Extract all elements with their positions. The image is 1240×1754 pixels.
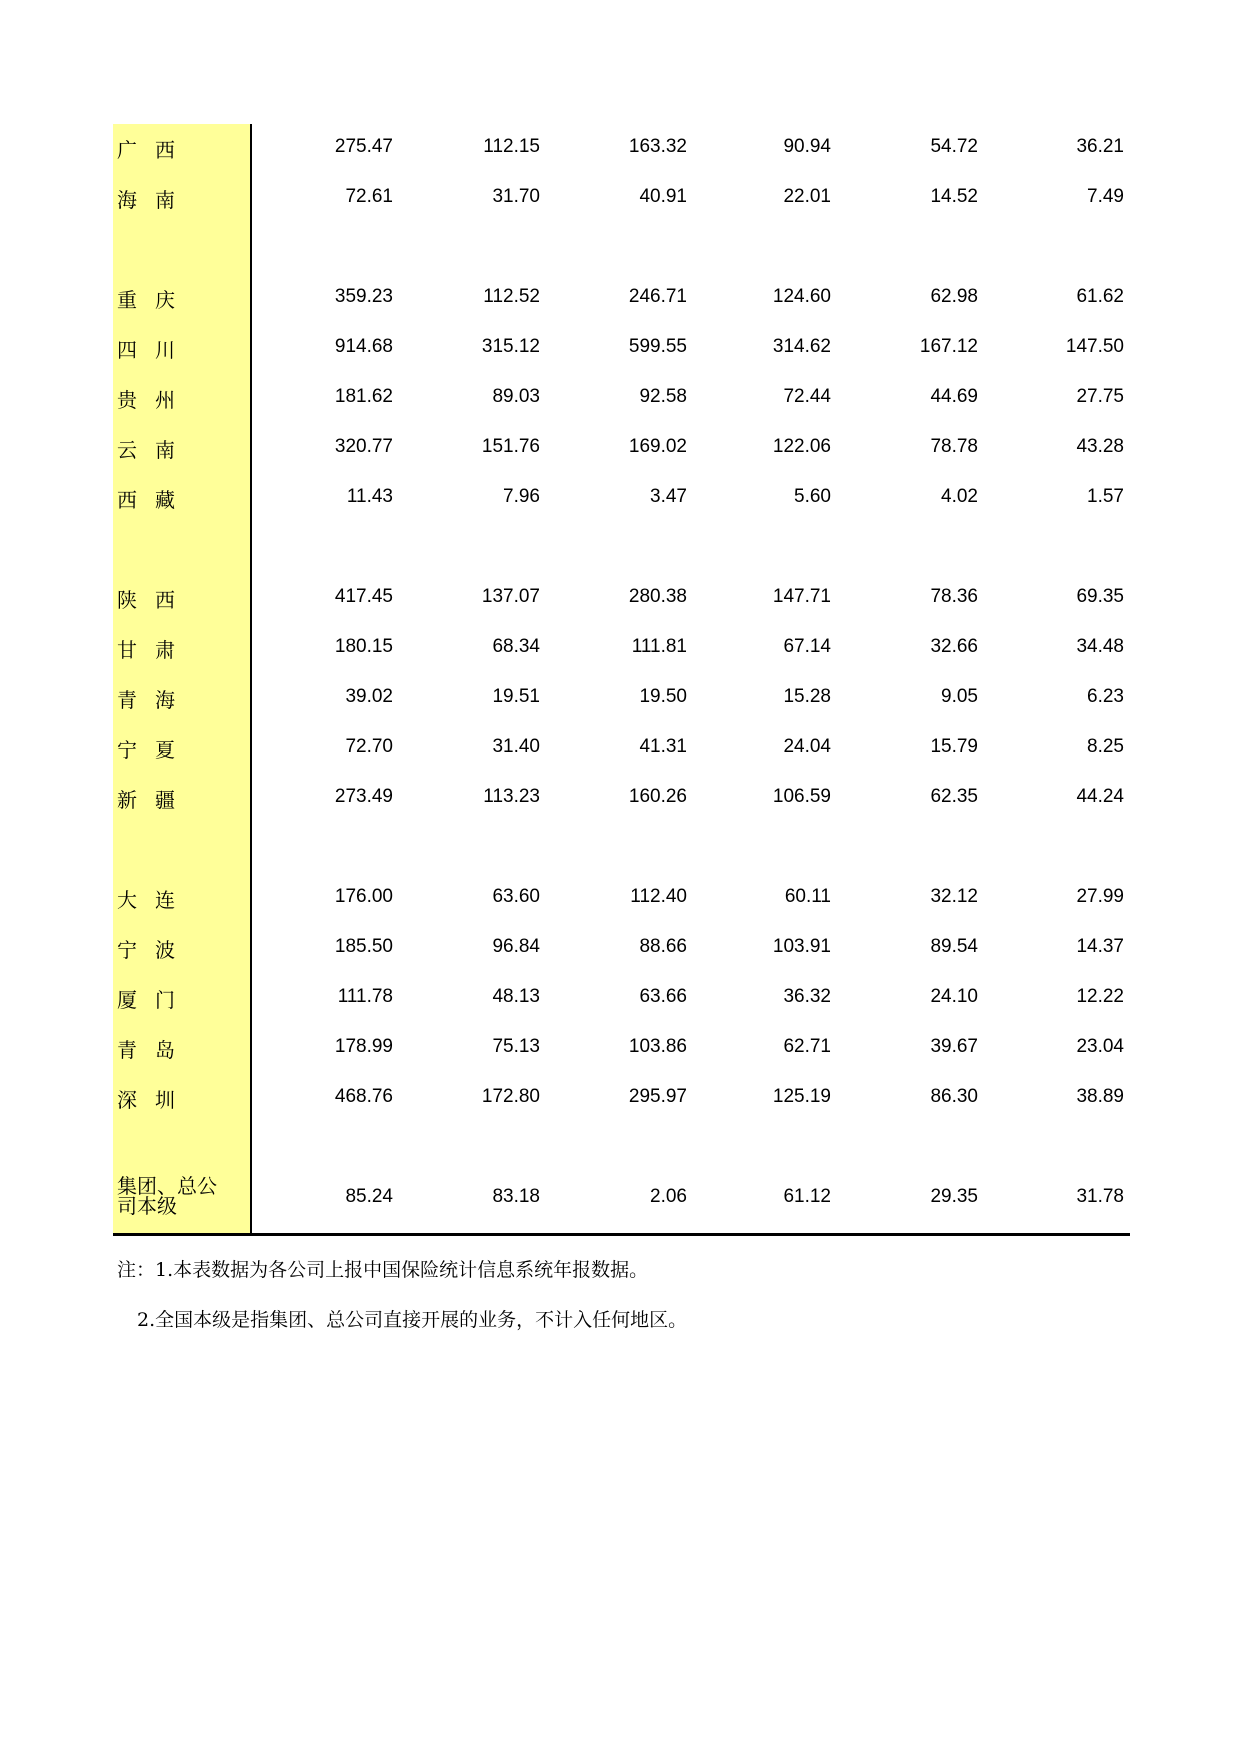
value-cell: 169.02 [628,436,687,457]
value-cell: 92.58 [639,386,687,407]
spacer-row [113,224,1130,274]
table-row [113,174,1130,224]
value-cell: 75.13 [492,1036,540,1057]
value-cell: 62.35 [930,786,978,807]
value-cell: 27.99 [1076,886,1124,907]
value-cell: 63.60 [492,886,540,907]
region-label: 厦门 [117,988,193,1012]
value-cell: 112.52 [483,286,540,307]
region-label: 贵州 [117,388,193,412]
value-cell: 4.02 [941,486,978,507]
value-cell: 320.77 [334,436,393,457]
total-value-cell: 29.35 [930,1186,978,1207]
table-row [113,1074,1130,1124]
value-cell: 11.43 [346,486,393,507]
value-cell: 36.32 [783,986,831,1007]
region-label: 新疆 [117,788,193,812]
table-row [113,724,1130,774]
table-row [113,874,1130,924]
value-cell: 8.25 [1087,736,1124,757]
value-cell: 1.57 [1087,486,1124,507]
value-cell: 275.47 [334,136,393,157]
value-cell: 5.60 [794,486,831,507]
value-cell: 163.32 [628,136,687,157]
value-cell: 178.99 [334,1036,393,1057]
table-row [113,574,1130,624]
total-label: 集团、总公司本级 [117,1174,217,1218]
value-cell: 125.19 [772,1086,831,1107]
value-cell: 22.01 [783,186,831,207]
value-cell: 172.80 [481,1086,540,1107]
value-cell: 68.34 [492,636,540,657]
value-cell: 315.12 [481,336,540,357]
value-cell: 599.55 [628,336,687,357]
value-cell: 31.70 [492,186,540,207]
note-2: 2.全国本级是指集团、总公司直接开展的业务，不计入任何地区。 [137,1309,688,1331]
value-cell: 14.52 [930,186,978,207]
total-value-cell: 2.06 [650,1186,687,1207]
value-cell: 78.36 [930,586,978,607]
value-cell: 88.66 [639,936,687,957]
table-row [113,274,1130,324]
value-cell: 89.54 [930,936,978,957]
value-cell: 19.50 [639,686,687,707]
value-cell: 246.71 [628,286,687,307]
notes [117,1258,687,1358]
value-cell: 72.61 [345,186,393,207]
value-cell: 280.38 [628,586,687,607]
value-cell: 147.71 [772,586,831,607]
value-cell: 89.03 [492,386,540,407]
value-cell: 111.78 [337,986,393,1007]
region-label: 重庆 [117,288,193,312]
value-cell: 147.50 [1065,336,1124,357]
value-cell: 914.68 [334,336,393,357]
data-table [113,124,1130,1234]
value-cell: 43.28 [1076,436,1124,457]
region-label: 青海 [117,688,193,712]
region-label: 陕西 [117,588,193,612]
region-label: 宁波 [117,938,193,962]
value-cell: 27.75 [1076,386,1124,407]
value-cell: 39.67 [930,1036,978,1057]
value-cell: 112.15 [483,136,540,157]
region-label: 深圳 [117,1088,193,1112]
total-value-cell: 83.18 [492,1186,540,1207]
region-label: 甘肃 [117,638,193,662]
value-cell: 62.98 [930,286,978,307]
value-cell: 185.50 [334,936,393,957]
value-cell: 6.23 [1087,686,1124,707]
region-label: 四川 [117,338,193,362]
total-value-cell: 61.12 [783,1186,831,1207]
value-cell: 15.28 [783,686,831,707]
region-label: 青岛 [117,1038,193,1062]
value-cell: 137.07 [481,586,540,607]
value-cell: 113.23 [483,786,540,807]
value-cell: 3.47 [650,486,687,507]
value-cell: 24.10 [930,986,978,1007]
region-label: 广西 [117,138,193,162]
table-row [113,974,1130,1024]
value-cell: 111.81 [631,636,687,657]
value-cell: 314.62 [772,336,831,357]
spacer-row [113,824,1130,874]
value-cell: 359.23 [334,286,393,307]
region-label: 西藏 [117,488,193,512]
region-label: 海南 [117,188,193,212]
value-cell: 36.21 [1076,136,1124,157]
table-row [113,774,1130,824]
value-cell: 69.35 [1076,586,1124,607]
table-row [113,324,1130,374]
value-cell: 181.62 [334,386,393,407]
value-cell: 468.76 [334,1086,393,1107]
value-cell: 24.04 [783,736,831,757]
value-cell: 273.49 [334,786,393,807]
value-cell: 12.22 [1076,986,1124,1007]
value-cell: 40.91 [639,186,687,207]
table-row [113,424,1130,474]
value-cell: 417.45 [334,586,393,607]
value-cell: 176.00 [334,886,393,907]
value-cell: 180.15 [334,636,393,657]
value-cell: 72.44 [783,386,831,407]
value-cell: 78.78 [930,436,978,457]
table-row [113,924,1130,974]
total-value-cell: 31.78 [1076,1186,1124,1207]
value-cell: 19.51 [492,686,540,707]
value-cell: 96.84 [492,936,540,957]
value-cell: 62.71 [783,1036,831,1057]
value-cell: 41.31 [639,736,687,757]
value-cell: 31.40 [492,736,540,757]
value-cell: 14.37 [1076,936,1124,957]
spacer-row [113,524,1130,574]
value-cell: 124.60 [772,286,831,307]
table-row [113,474,1130,524]
value-cell: 23.04 [1076,1036,1124,1057]
value-cell: 167.12 [919,336,978,357]
table-row [113,624,1130,674]
value-cell: 67.14 [783,636,831,657]
note-1: 注：1.本表数据为各公司上报中国保险统计信息系统年报数据。 [117,1259,649,1281]
value-cell: 90.94 [783,136,831,157]
value-cell: 9.05 [941,686,978,707]
value-cell: 122.06 [772,436,831,457]
value-cell: 38.89 [1076,1086,1124,1107]
table-row [113,674,1130,724]
value-cell: 7.49 [1087,186,1124,207]
value-cell: 103.91 [772,936,831,957]
value-cell: 295.97 [628,1086,687,1107]
value-cell: 72.70 [345,736,393,757]
table-row [113,374,1130,424]
table-row [113,124,1130,174]
table-bottom-rule [113,1233,1130,1236]
region-label: 宁夏 [117,738,193,762]
value-cell: 7.96 [503,486,540,507]
region-label: 大连 [117,888,193,912]
value-cell: 34.48 [1076,636,1124,657]
value-cell: 32.66 [930,636,978,657]
total-row [113,1124,1130,1234]
value-cell: 160.26 [628,786,687,807]
value-cell: 151.76 [481,436,540,457]
value-cell: 15.79 [930,736,978,757]
value-cell: 48.13 [492,986,540,1007]
value-cell: 63.66 [639,986,687,1007]
value-cell: 103.86 [628,1036,687,1057]
value-cell: 106.59 [772,786,831,807]
table-row [113,1024,1130,1074]
value-cell: 60.11 [784,886,831,907]
value-cell: 39.02 [345,686,393,707]
value-cell: 44.24 [1076,786,1124,807]
value-cell: 61.62 [1076,286,1124,307]
region-label: 云南 [117,438,193,462]
value-cell: 44.69 [930,386,978,407]
value-cell: 112.40 [630,886,687,907]
value-cell: 32.12 [930,886,978,907]
total-value-cell: 85.24 [345,1186,393,1207]
value-cell: 54.72 [930,136,978,157]
value-cell: 86.30 [930,1086,978,1107]
